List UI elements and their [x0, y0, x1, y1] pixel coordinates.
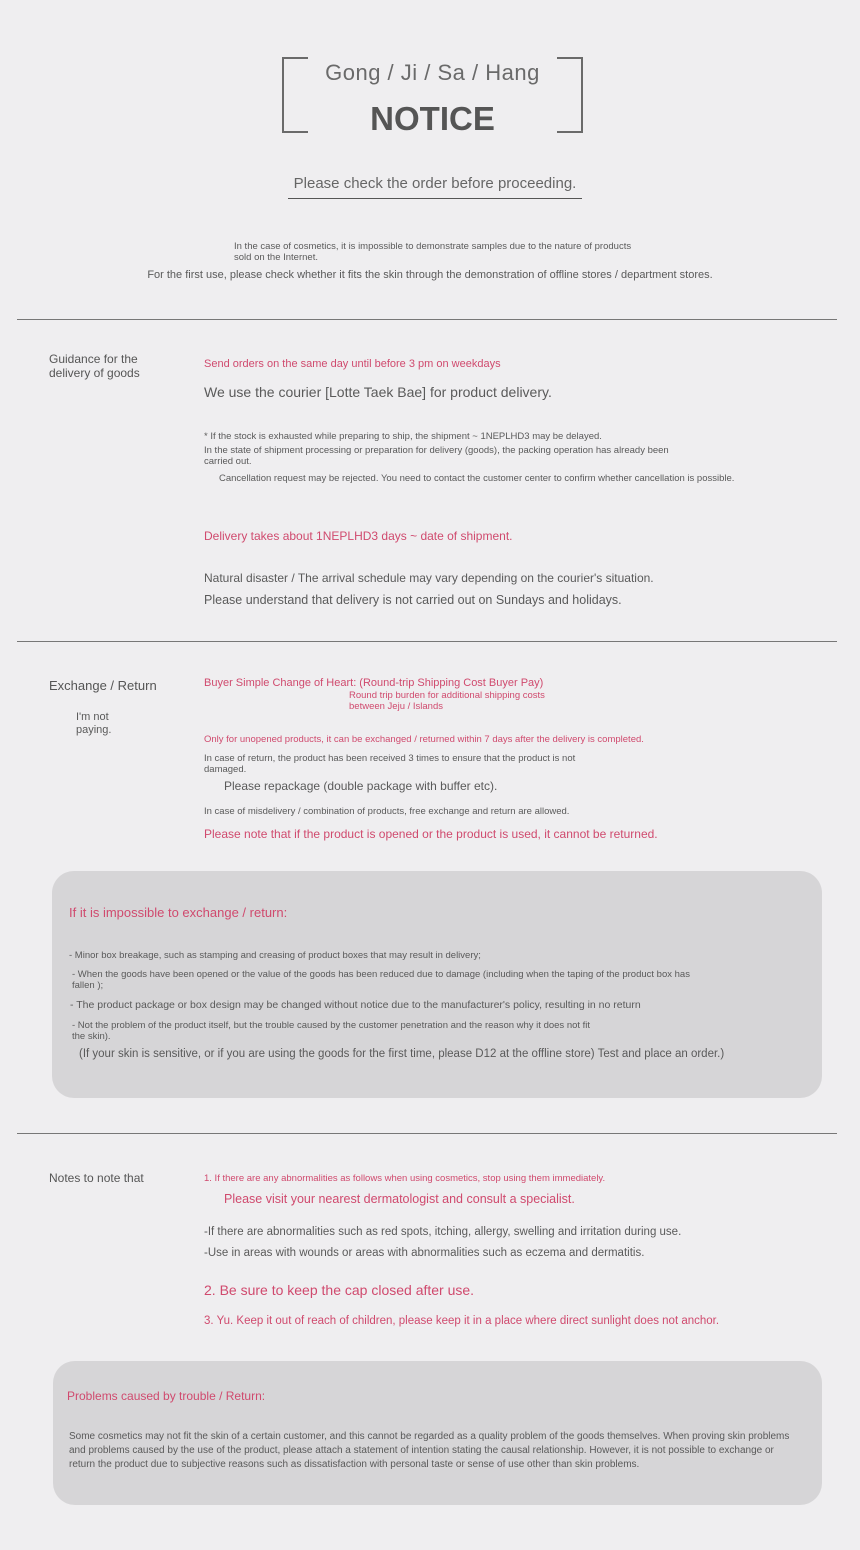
impossible-item-2: - When the goods have been opened or the value of the goods has been reduced due to damage (including when the taping of the product box has fallen );: [72, 969, 690, 991]
send-orders-text: Send orders on the same day until before 3 pm on weekdays: [204, 358, 501, 370]
note-1b: Please visit your nearest dermatologist and consult a specialist.: [224, 1192, 575, 1206]
brand-name: Gong / Ji / Sa / Hang: [325, 60, 540, 85]
packing-note: In the state of shipment processing or preparation for delivery (goods), the packing operation has already been carried out.: [204, 445, 669, 467]
note-2: 2. Be sure to keep the cap closed after use.: [204, 1282, 475, 1298]
opened-note-text: Please note that if the product is opened or the product is used, it cannot be returned.: [204, 827, 658, 841]
cancel-note: Cancellation request may be rejected. You need to contact the customer center to confirm whether cancellation is possible.: [219, 473, 735, 484]
misdelivery-text: In case of misdelivery / combination of products, free exchange and return are allowed.: [204, 806, 570, 817]
unopened-text: Only for unopened products, it can be exchanged / returned within 7 days after the delivery is completed.: [204, 734, 644, 745]
divider-1: [17, 319, 837, 320]
note-3: 3. Yu. Keep it out of reach of children, please keep it in a place where direct sunlight does not anchor.: [204, 1315, 720, 1327]
note-1c: -If there are abnormalities such as red spots, itching, allergy, swelling and irritation during use.: [204, 1226, 682, 1238]
intro-line-1: In the case of cosmetics, it is impossible to demonstrate samples due to the nature of products sold on the Internet.: [234, 241, 632, 263]
impossible-item-3: - The product package or box design may be changed without notice due to the manufacturer's policy, resulting in no return: [70, 999, 641, 1011]
buyer-change-text: Buyer Simple Change of Heart: (Round-trip Shipping Cost Buyer Pay): [204, 677, 544, 689]
impossible-box-title: If it is impossible to exchange / return:: [69, 905, 288, 920]
stock-note: * If the stock is exhausted while preparing to ship, the shipment ~ 1NEPLHD3 may be delayed.: [204, 431, 602, 442]
intro-line-2: For the first use, please check whether it fits the skin through the demonstration of offline stores / department stores.: [147, 269, 713, 281]
impossible-item-5: (If your skin is sensitive, or if you are using the goods for the first time, please D12 at the offline store) Test and place an order.): [79, 1048, 725, 1060]
impossible-item-1: - Minor box breakage, such as stamping and creasing of product boxes that may result in delivery;: [69, 950, 481, 961]
not-paying-text: I'm not paying.: [76, 711, 112, 736]
trouble-box-title: Problems caused by trouble / Return:: [67, 1389, 266, 1403]
repackage-text: Please repackage (double package with buffer etc).: [224, 779, 498, 793]
sundays-text: Please understand that delivery is not carried out on Sundays and holidays.: [204, 593, 622, 607]
delivery-label: Guidance for the delivery of goods: [49, 352, 140, 380]
note-1d: -Use in areas with wounds or areas with abnormalities such as eczema and dermatitis.: [204, 1247, 645, 1259]
delivery-days-text: Delivery takes about 1NEPLHD3 days ~ date of shipment.: [204, 529, 513, 543]
trouble-box-body: Some cosmetics may not fit the skin of a certain customer, and this cannot be regarded as a quality problem of the goods themselves. When proving skin problems and problems caused by the use of the product, please attach a statement of intention stating the causal relationship. However, it is not possible to exchange or return the product due to subjective reasons such as dissatisfaction with personal taste or sense of use other than skin problems.: [69, 1431, 790, 1470]
received-text: In case of return, the product has been received 3 times to ensure that the product is not damaged.: [204, 753, 576, 775]
impossible-item-4: - Not the problem of the product itself, but the trouble caused by the customer penetration and the reason why it does not fit the skin).: [72, 1020, 591, 1042]
divider-3: [17, 1133, 837, 1134]
jeju-text: Round trip burden for additional shipping costs between Jeju / Islands: [349, 690, 545, 712]
divider-2: [17, 641, 837, 642]
notice-title: NOTICE: [370, 100, 495, 137]
check-order-subtitle: Please check the order before proceeding.: [288, 175, 582, 199]
exchange-label: Exchange / Return: [49, 678, 157, 693]
disaster-text: Natural disaster / The arrival schedule may vary depending on the courier's situation.: [204, 571, 654, 585]
note-1: 1. If there are any abnormalities as follows when using cosmetics, stop using them immediately.: [204, 1173, 606, 1184]
courier-text: We use the courier [Lotte Taek Bae] for product delivery.: [204, 384, 552, 400]
notes-label: Notes to note that: [49, 1171, 144, 1185]
